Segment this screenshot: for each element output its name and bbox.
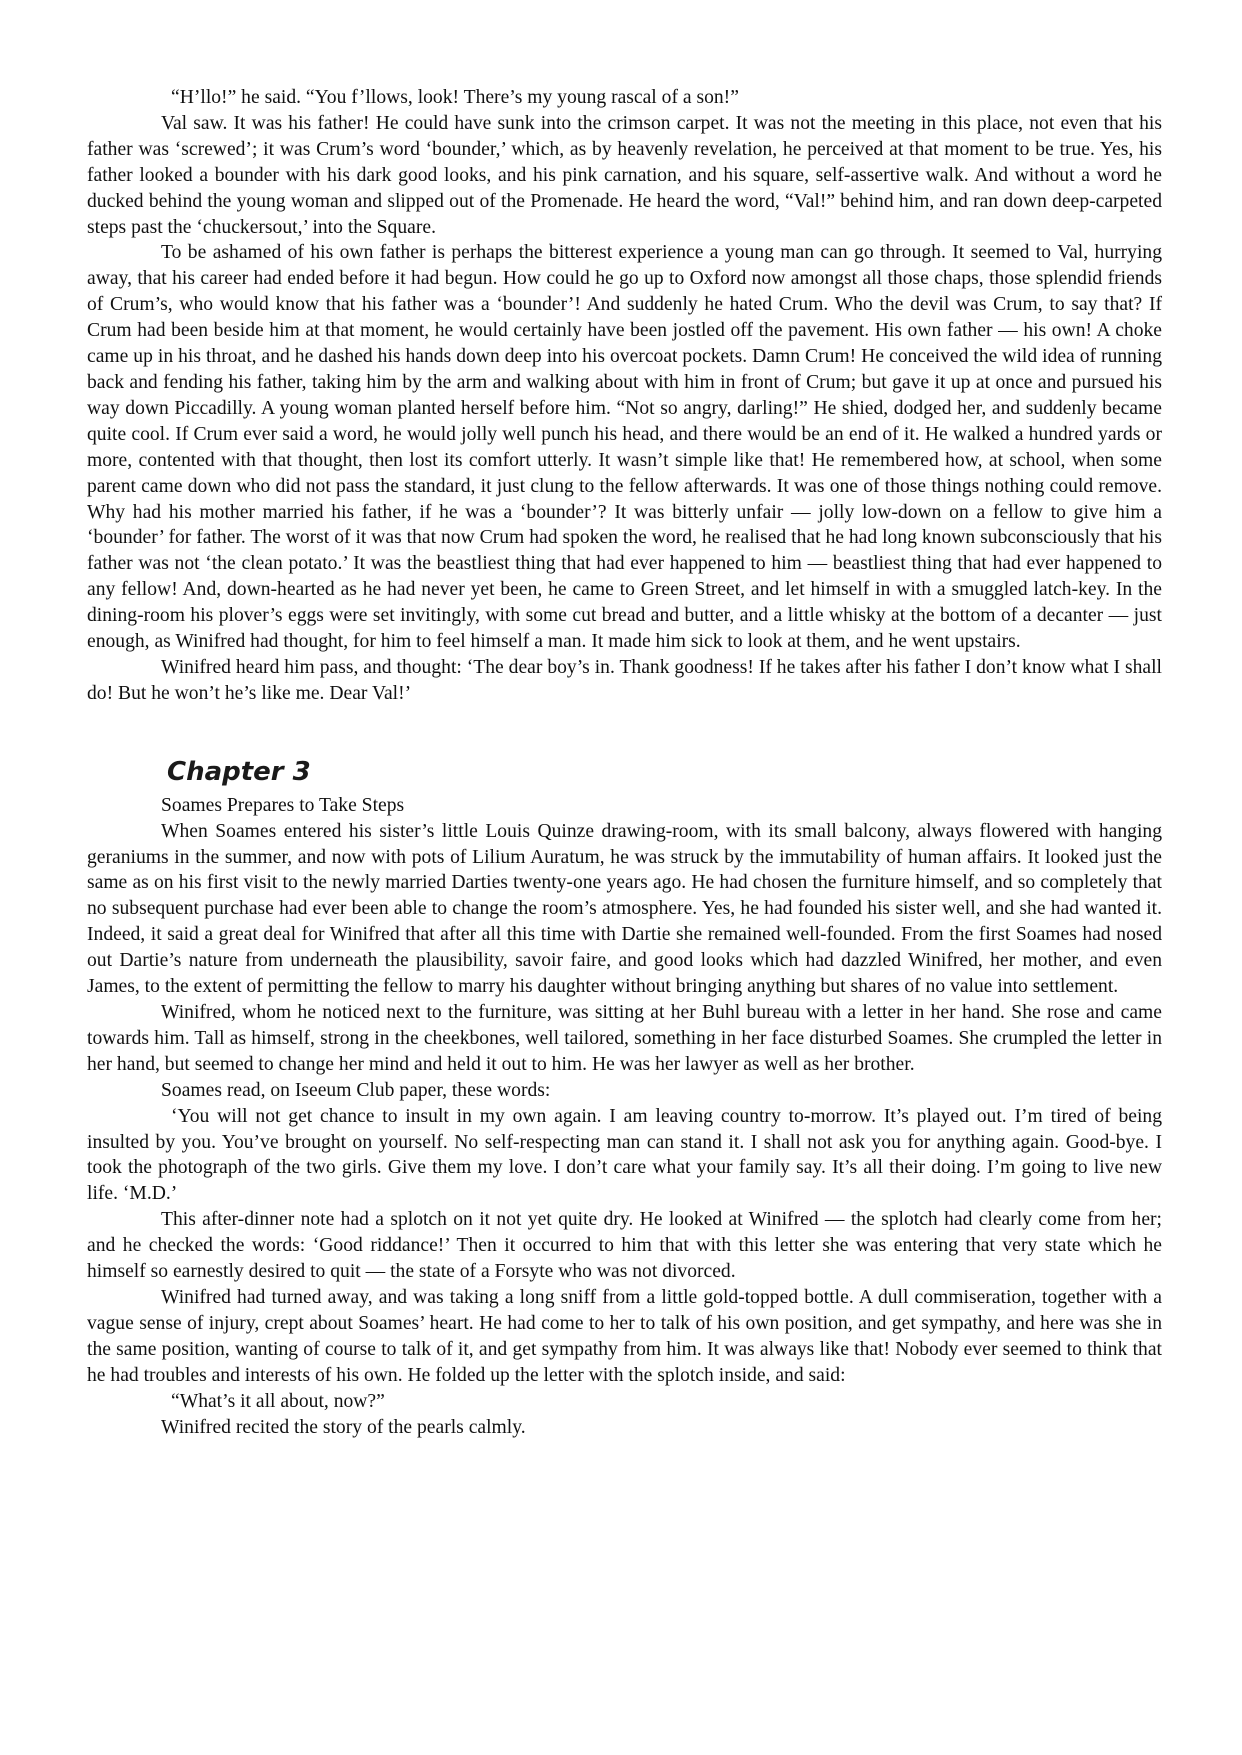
chapter-subtitle: Soames Prepares to Take Steps <box>161 794 405 816</box>
paragraph: Winifred, whom he noticed next to the furniture, was sitting at her Buhl bureau with a letter in her hand. She rose and came towards him. Tall as himself, strong in the cheekbones, well tailored, something in her face disturbed Soames. She crumpled the letter in her hand, but seemed to change her mind and held it out to him. He was her lawyer as well as her brother. <box>87 1002 1162 1075</box>
paragraph: When Soames entered his sister’s little Louis Quinze drawing-room, with its small balcony, always flowered with hanging geraniums in the summer, and now with pots of Lilium Auratum, he was struck by the immutability of human affairs. It looked just the same as on his first visit to the newly married Darties twenty-one years ago. He had chosen the furniture himself, and so completely that no subsequent purchase had ever been able to change the room’s atmosphere. Yes, he had founded his sister well, and she had wanted it. Indeed, it said a great deal for Winifred that after all this time with Dartie she remained well-founded. From the first Soames had nosed out Dartie’s nature from underneath the plausibility, savoir faire, and good looks which had dazzled Winifred, her mother, and even James, to the extent of permitting the fellow to marry his daughter without bringing anything but shares of no value into settlement. <box>87 820 1162 998</box>
chapter-heading: Chapter 3 <box>167 756 311 787</box>
paragraph: Winifred recited the story of the pearls calmly. <box>161 1416 526 1438</box>
book-page <box>87 85 1162 1440</box>
paragraph: Winifred had turned away, and was taking a long sniff from a little gold-topped bottle. A dull commiseration, together with a vague sense of injury, crept about Soames’ heart. He had come to her to talk of his own position, and get sympathy, and here was she in the same position, wanting of course to talk of it, and get sympathy from him. It was always like that! Nobody ever seemed to think that he had troubles and interests of his own. He folded up the letter with the splotch inside, and said: <box>87 1286 1162 1386</box>
paragraph: To be ashamed of his own father is perhaps the bitterest experience a young man can go through. It seemed to Val, hurrying away, that his career had ended before it had begun. How could he go up to Oxford now amongst all those chaps, those splendid friends of Crum’s, who would know that his father was a ‘bounder’! And suddenly he hated Crum. Who the devil was Crum, to say that? If Crum had been beside him at that moment, he would certainly have been jostled off the pavement. His own father — his own! A choke came up in his throat, and he dashed his hands down deep into his overcoat pockets. Damn Crum! He conceived the wild idea of running back and fending his father, taking him by the arm and walking about with him in front of Crum; but gave it up at once and pursued his way down Piccadilly. A young woman planted herself before him. “Not so angry, darling!” He shied, dodged her, and suddenly became quite cool. If Crum ever said a word, he would jolly well punch his head, and there would be an end of it. He walked a hundred yards or more, contented with that thought, then lost its comfort utterly. It wasn’t simple like that! He remembered how, at school, when some parent came down who did not pass the standard, it just clung to the fellow afterwards. It was one of those things nothing could remove. Why had his mother married his father, if he was a ‘bounder’? It was bitterly unfair — jolly low-down on a fellow to give him a ‘bounder’ for father. The worst of it was that now Crum had spoken the word, he realised that he had long known subconsciously that his father was not ‘the clean potato.’ It was the beastliest thing that had ever happened to him — beastliest thing that had ever happened to any fellow! And, down-hearted as he had never yet been, he came to Green Street, and let himself in with a smuggled latch-key. In the dining-room his plover’s eggs were set invitingly, with some cut bread and butter, and a little whisky at the bottom of a decanter — just enough, as Winifred had thought, for him to feel himself a man. It made him sick to look at them, and he went upstairs. <box>87 242 1162 653</box>
paragraph: Soames read, on Iseeum Club paper, these words: <box>161 1079 551 1101</box>
paragraph: “What’s it all about, now?” <box>171 1390 385 1412</box>
paragraph: This after-dinner note had a splotch on it not yet quite dry. He looked at Winifred — the splotch had clearly come from her; and he checked the words: ‘Good riddance!’ Then it occurred to him that with this letter she was entering that very state which he himself so earnestly desired to quit — the state of a Forsyte who was not divorced. <box>87 1209 1162 1283</box>
paragraph: “H’llo!” he said. “You f’llows, look! There’s my young rascal of a son!” <box>171 87 739 108</box>
paragraph: Winifred heard him pass, and thought: ‘The dear boy’s in. Thank goodness! If he takes after his father I don’t know what I shall do! But he won’t he’s like me. Dear Val!’ <box>87 656 1162 704</box>
paragraph: ‘You will not get chance to insult in my own again. I am leaving country to-morrow. It’s played out. I’m tired of being insulted by you. You’ve brought on yourself. No self-respecting man can stand it. I shall not ask you for anything again. Good-bye. I took the photograph of the two girls. Give them my love. I don’t care what your family say. It’s all their doing. I’m going to live new life. ‘M.D.’ <box>87 1105 1162 1205</box>
paragraph: Val saw. It was his father! He could have sunk into the crimson carpet. It was not the meeting in this place, not even that his father was ‘screwed’; it was Crum’s word ‘bounder,’ which, as by heavenly revelation, he perceived at that moment to be true. Yes, his father looked a bounder with his dark good looks, and his pink carnation, and his square, self-assertive walk. And without a word he ducked behind the young woman and slipped out of the Promenade. He heard the word, “Val!” behind him, and ran down deep-carpeted steps past the ‘chuckersout,’ into the Square. <box>87 112 1162 238</box>
